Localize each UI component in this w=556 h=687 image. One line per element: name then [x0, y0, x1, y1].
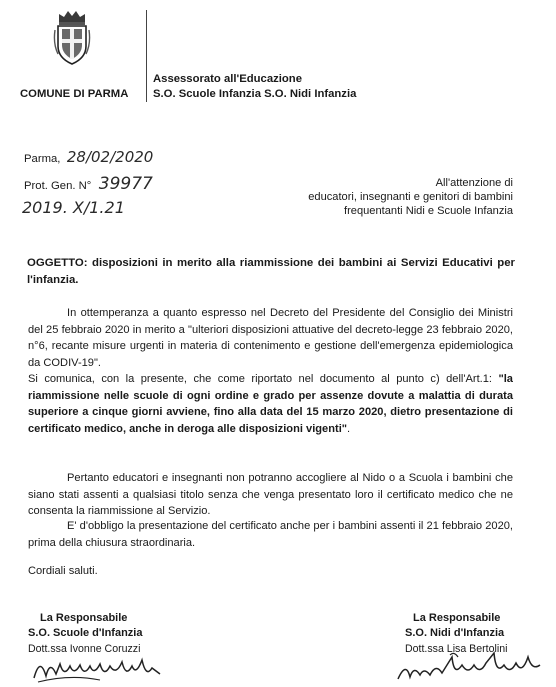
place-label: Parma, — [24, 153, 61, 165]
handwritten-classification: 2019. X/1.21 — [22, 198, 125, 217]
date-line — [24, 148, 153, 167]
department-name: Assessorato all'Educazione — [153, 73, 302, 85]
signature-right-unit: S.O. Nidi d'Infanzia — [405, 626, 505, 639]
paragraph-certificate — [28, 518, 513, 551]
protocol-label: Prot. Gen. N° — [24, 180, 92, 192]
recipient-line-3: frequentanti Nidi e Scuole Infanzia — [344, 205, 513, 217]
paragraph-article-end: . — [347, 422, 351, 435]
signature-right-title: La Responsabile — [413, 612, 501, 624]
signature-left-title: La Responsabile — [40, 612, 128, 624]
recipient-line-2: educatori, insegnanti e genitori di bambini — [308, 191, 513, 203]
recipient-line-1: All'attenzione di — [435, 177, 513, 189]
signature-block-left — [28, 611, 142, 656]
handwritten-signature-right — [392, 647, 552, 687]
paragraph-decree-text: In ottemperanza a quanto espresso nel Decreto del Presidente del Consiglio dei Ministri del 25 febbraio 2020 in merito a "ulteriori disposizioni attuative del decreto-legge 23 febbraio 2020, n°6, recante misure urgenti in materia di contenimento e gestione dell'emergenza epidemiologica da CODIV-19". — [28, 307, 513, 369]
coat-of-arms-icon — [53, 8, 91, 68]
signature-right-name: Dott.ssa Lisa Bertolini — [405, 643, 508, 655]
closing-greeting: Cordiali saluti. — [28, 565, 98, 577]
paragraph-article-intro: Si comunica, con la presente, che come riportato nel documento al punto c) dell'Art.1: — [28, 373, 493, 385]
paragraph-certificate-text: E' d'obbligo la presentazione del certificato anche per i bambini assenti il 21 febbraio 2020, prima della chiusura straordinaria. — [28, 520, 513, 549]
unit-name: S.O. Scuole Infanzia S.O. Nidi Infanzia — [153, 88, 357, 100]
subject: OGGETTO: disposizioni in merito alla riammissione dei bambini ai Servizi Educativi per l'infanzia. — [27, 257, 515, 286]
handwritten-signature-left — [30, 652, 170, 686]
header-divider — [146, 10, 147, 102]
recipient-block — [308, 176, 513, 218]
paragraph-article-quote: "la riammissione nelle scuole di ogni ordine e grado per assenze dovute a malattia di durata superiore a cinque giorni avviene, fino alla data del 15 marzo 2020, dietro presentazione di certificato medico, anche in deroga alle disposizioni vigenti" — [28, 373, 513, 435]
paragraph-admission — [28, 470, 513, 520]
signature-left-name: Dott.ssa Ivonne Coruzzi — [28, 643, 141, 655]
paragraph-article — [28, 371, 513, 437]
handwritten-date: 28/02/2020 — [66, 148, 154, 166]
handwritten-protocol-number: 39977 — [98, 174, 153, 194]
paragraph-decree — [28, 305, 513, 371]
signature-left-unit: S.O. Scuole d'Infanzia — [28, 626, 143, 639]
paragraph-admission-text: Pertanto educatori e insegnanti non potranno accogliere al Nido o a Scuola i bambini che siano stati assenti a qualsiasi titolo senza che venga presentato loro il certificato medico che ne consenta la riammissione al Servizio. — [28, 472, 513, 517]
municipality-name: COMUNE DI PARMA — [20, 88, 129, 100]
protocol-line — [24, 174, 153, 194]
